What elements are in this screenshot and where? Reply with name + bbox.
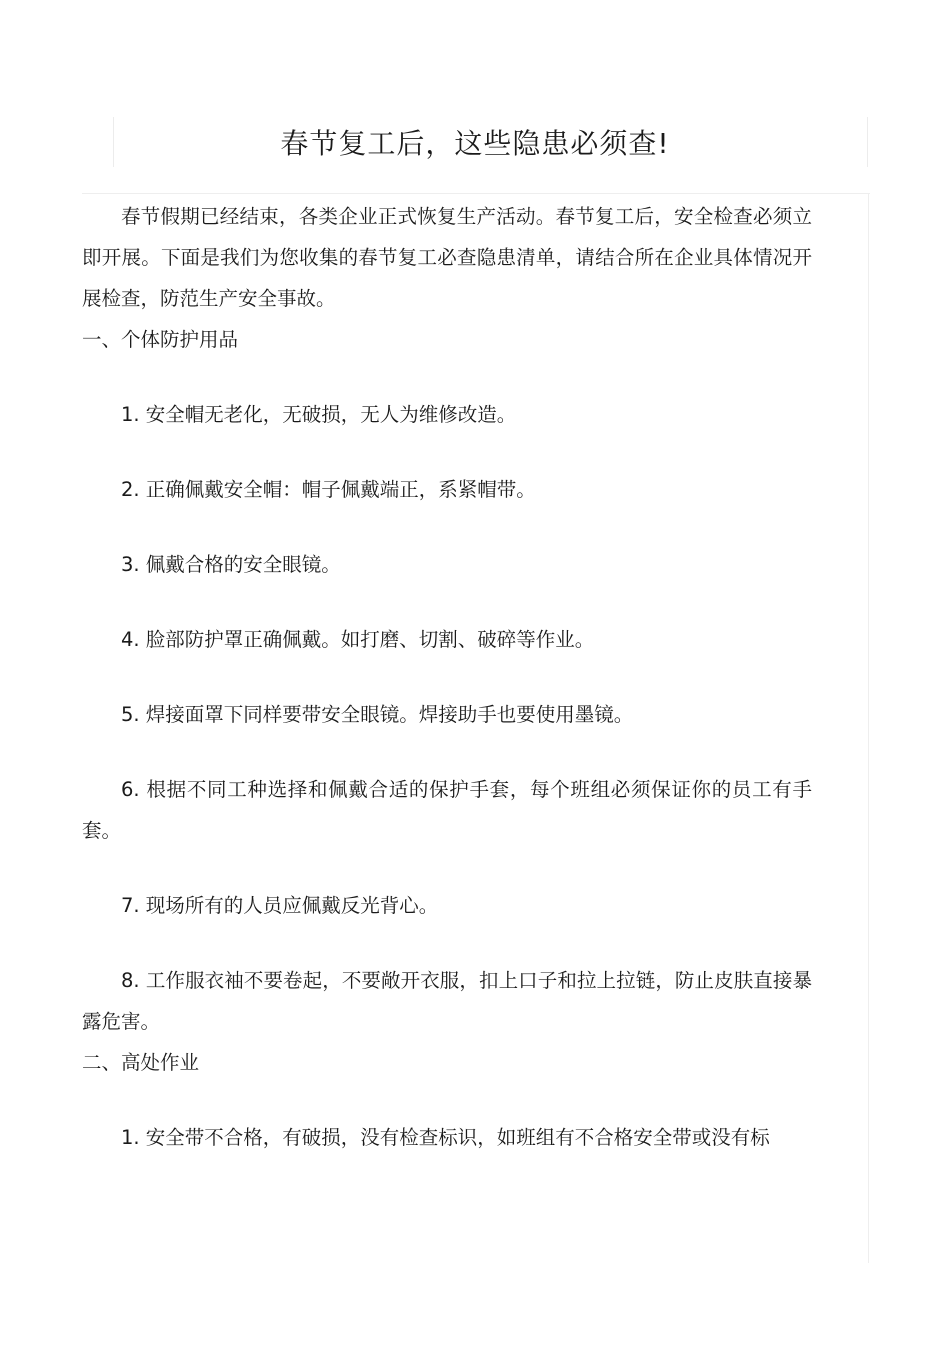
document-title: 春节复工后，这些隐患必须查!	[280, 127, 670, 160]
list-item: 2. 正确佩戴安全帽：帽子佩戴端正，系紧帽带。	[121, 478, 536, 501]
section-heading-ppe: 一、个体防护用品	[82, 328, 239, 351]
content-top-rule	[82, 193, 870, 194]
document-body	[82, 196, 812, 1158]
content-right-rule	[868, 193, 869, 1263]
list-item: 6. 根据不同工种选择和佩戴合适的保护手套，每个班组必须保证你的员工有手套。	[82, 778, 812, 842]
list-item: 3. 佩戴合格的安全眼镜。	[121, 553, 341, 576]
list-item: 4. 脸部防护罩正确佩戴。如打磨、切割、破碎等作业。	[121, 628, 595, 651]
intro-paragraph: 春节假期已经结束，各类企业正式恢复生产活动。春节复工后，安全检查必须立即开展。下面是我们为您收集的春节复工必查隐患清单，请结合所在企业具体情况开展检查，防范生产安全事故。	[82, 205, 812, 310]
list-item: 1. 安全带不合格，有破损，没有检查标识，如班组有不合格安全带或没有标	[121, 1126, 770, 1149]
section-heading-height-work: 二、高处作业	[82, 1051, 200, 1074]
list-item: 1. 安全帽无老化，无破损，无人为维修改造。	[121, 403, 517, 426]
list-item: 7. 现场所有的人员应佩戴反光背心。	[121, 894, 439, 917]
list-item: 5. 焊接面罩下同样要带安全眼镜。焊接助手也要使用墨镜。	[121, 703, 634, 726]
list-item: 8. 工作服衣袖不要卷起，不要敞开衣服，扣上口子和拉上拉链，防止皮肤直接暴露危害。	[82, 969, 812, 1033]
